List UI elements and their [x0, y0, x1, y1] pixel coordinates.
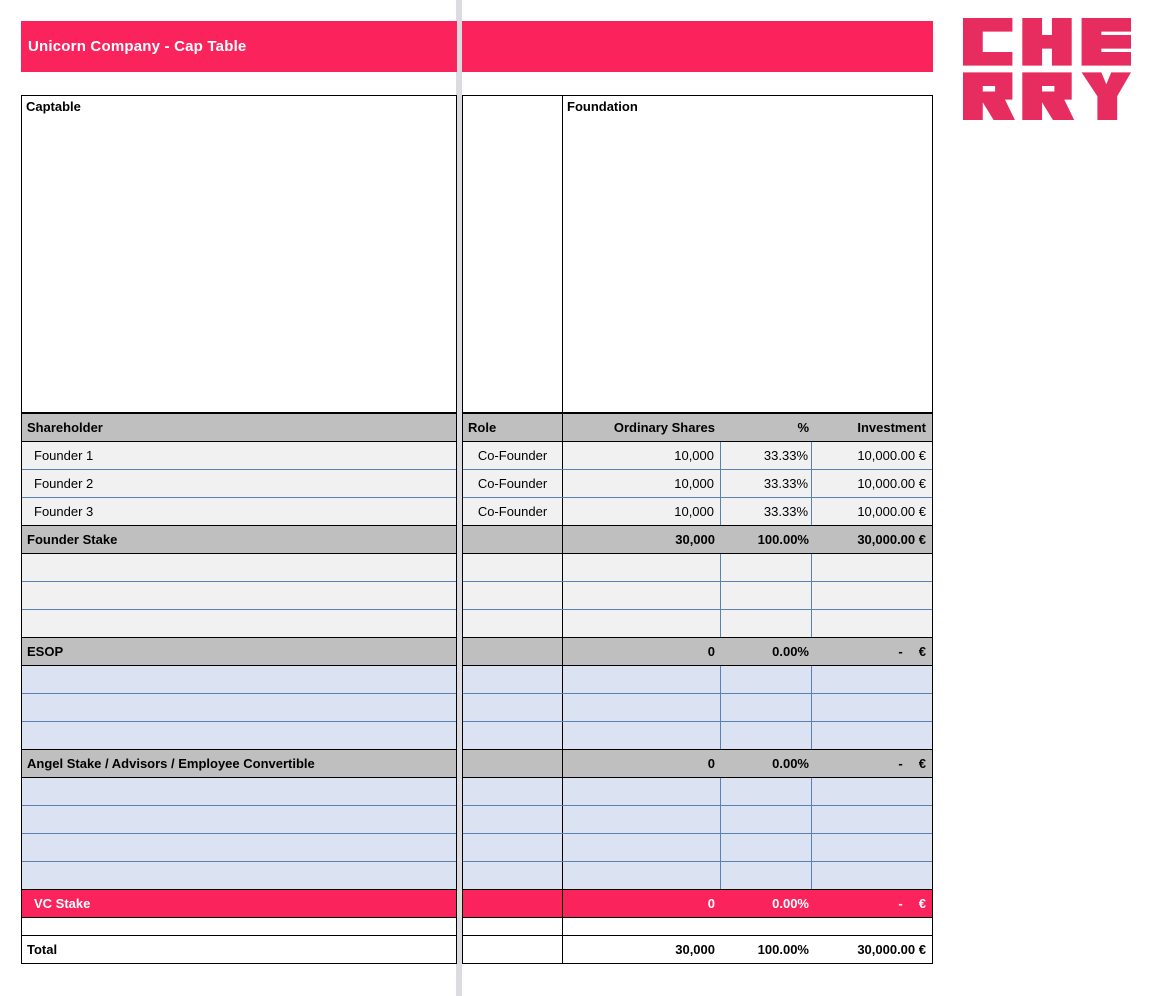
empty-cell[interactable] — [721, 834, 812, 861]
shares-cell[interactable]: 30,000 — [675, 942, 715, 957]
shares-cell[interactable]: 0 — [707, 756, 715, 771]
investment-cell[interactable] — [812, 890, 932, 917]
empty-cell[interactable] — [563, 554, 721, 581]
empty-cell[interactable] — [22, 554, 456, 581]
founder-stake-label-cell[interactable]: Founder Stake — [27, 532, 118, 547]
empty-cell[interactable] — [721, 666, 812, 693]
role-cell[interactable]: Co-Founder — [463, 442, 563, 469]
empty-cell[interactable] — [563, 694, 721, 721]
shares-cell[interactable]: 30,000 — [675, 532, 715, 547]
table-right-pane — [462, 413, 933, 964]
section-row-vc — [463, 890, 932, 918]
empty-cell[interactable] — [812, 666, 932, 693]
empty-cell[interactable] — [812, 834, 932, 861]
empty-cell[interactable] — [463, 666, 563, 693]
shares-cell[interactable]: 10,000 — [563, 442, 721, 469]
section-row-esop — [463, 638, 932, 666]
header-row — [22, 414, 456, 442]
empty-cell[interactable] — [812, 918, 932, 935]
table-row — [22, 498, 456, 526]
empty-cell[interactable] — [463, 722, 563, 749]
investment-header-cell[interactable]: Investment — [857, 420, 926, 435]
empty-cell[interactable] — [721, 778, 812, 805]
empty-row — [463, 834, 932, 862]
shares-header-cell[interactable]: Ordinary Shares — [613, 420, 715, 435]
empty-row — [22, 554, 456, 582]
empty-cell[interactable] — [812, 554, 932, 581]
empty-cell[interactable] — [463, 778, 563, 805]
empty-cell[interactable] — [563, 582, 721, 609]
empty-row — [22, 694, 456, 722]
pct-cell[interactable]: 0.00% — [772, 644, 809, 659]
empty-cell[interactable] — [812, 694, 932, 721]
cherry-logo — [963, 18, 1131, 120]
empty-cell[interactable] — [463, 918, 563, 935]
empty-row — [22, 610, 456, 638]
investment-cell[interactable] — [812, 638, 932, 665]
empty-cell[interactable] — [463, 862, 563, 889]
empty-cell[interactable] — [563, 834, 721, 861]
empty-row — [22, 834, 456, 862]
role-cell[interactable]: Co-Founder — [463, 498, 563, 525]
shares-cell[interactable]: 10,000 — [563, 470, 721, 497]
empty-row — [463, 666, 932, 694]
empty-cell[interactable] — [463, 610, 563, 637]
angel-label-cell[interactable]: Angel Stake / Advisors / Employee Convertible — [27, 756, 315, 771]
role-cell[interactable] — [463, 890, 563, 917]
empty-cell[interactable] — [721, 610, 812, 637]
pct-cell[interactable]: 33.33% — [721, 442, 812, 469]
empty-row — [22, 778, 456, 806]
empty-row — [463, 610, 932, 638]
empty-cell[interactable] — [563, 610, 721, 637]
captable-panel[interactable] — [21, 95, 457, 413]
logo-letter-r1 — [963, 72, 1015, 120]
currency-symbol: € — [918, 896, 926, 911]
empty-cell[interactable] — [563, 666, 721, 693]
role-cell[interactable] — [463, 526, 563, 553]
empty-row — [463, 582, 932, 610]
esop-label-cell[interactable]: ESOP — [27, 644, 64, 659]
dash-value: - — [898, 644, 903, 659]
title-bar-cell[interactable] — [21, 21, 457, 72]
empty-cell[interactable] — [721, 694, 812, 721]
table-left-pane — [21, 413, 457, 964]
shareholder-cell[interactable]: Founder 3 — [34, 504, 94, 519]
captable-label: Captable — [26, 99, 81, 114]
header-row — [463, 414, 932, 442]
section-row-angel — [22, 750, 456, 778]
table-row — [463, 470, 932, 498]
section-row-founder-stake — [463, 526, 932, 554]
empty-row — [22, 666, 456, 694]
empty-row — [463, 778, 932, 806]
empty-row — [22, 582, 456, 610]
empty-cell[interactable] — [22, 918, 456, 935]
pct-header-cell[interactable]: % — [797, 420, 809, 435]
empty-cell[interactable] — [812, 806, 932, 833]
investment-cell[interactable]: 10,000.00 € — [857, 504, 926, 519]
empty-cell[interactable] — [463, 694, 563, 721]
role-cell[interactable] — [463, 936, 563, 963]
empty-cell[interactable] — [22, 582, 456, 609]
shareholder-cell[interactable]: Founder 1 — [34, 448, 94, 463]
shareholder-cell[interactable]: Founder 2 — [34, 476, 94, 491]
shares-cell[interactable]: 0 — [707, 644, 715, 659]
empty-row — [463, 862, 932, 890]
logo-letter-y — [1082, 72, 1131, 120]
table-row — [463, 442, 932, 470]
vc-label-cell[interactable]: VC Stake — [34, 896, 91, 911]
empty-cell[interactable] — [463, 834, 563, 861]
empty-row — [22, 806, 456, 834]
role-cell[interactable] — [463, 638, 563, 665]
empty-cell[interactable] — [563, 722, 721, 749]
empty-cell[interactable] — [721, 582, 812, 609]
table-row — [22, 470, 456, 498]
role-header-cell[interactable]: Role — [463, 414, 563, 441]
empty-row — [22, 862, 456, 890]
investment-cell[interactable]: 10,000.00 € — [857, 448, 926, 463]
empty-row — [463, 806, 932, 834]
empty-cell[interactable] — [22, 778, 456, 805]
empty-cell[interactable] — [22, 610, 456, 637]
empty-cell[interactable] — [812, 582, 932, 609]
investment-cell[interactable]: 10,000.00 € — [857, 476, 926, 491]
empty-cell[interactable] — [22, 666, 456, 693]
pct-cell[interactable]: 33.33% — [721, 470, 812, 497]
empty-cell[interactable] — [812, 862, 932, 889]
empty-row — [463, 554, 932, 582]
empty-cell[interactable] — [721, 722, 812, 749]
pct-cell[interactable]: 0.00% — [772, 756, 809, 771]
investment-cell[interactable]: 30,000.00 € — [857, 532, 926, 547]
empty-row — [463, 722, 932, 750]
empty-cell[interactable] — [812, 722, 932, 749]
shareholder-header-cell[interactable]: Shareholder — [27, 420, 103, 435]
logo-letter-h — [1022, 18, 1071, 66]
empty-cell[interactable] — [721, 554, 812, 581]
role-column-spacer — [463, 96, 563, 412]
logo-letter-e — [1082, 18, 1131, 66]
spacer-row — [463, 918, 932, 936]
empty-cell[interactable] — [22, 806, 456, 833]
pct-cell[interactable]: 100.00% — [757, 942, 809, 957]
foundation-label: Foundation — [567, 99, 638, 114]
empty-cell[interactable] — [563, 862, 721, 889]
role-cell[interactable] — [463, 750, 563, 777]
title-bar-extension[interactable] — [462, 21, 933, 72]
empty-cell[interactable] — [463, 582, 563, 609]
empty-cell[interactable] — [22, 722, 456, 749]
role-cell[interactable]: Co-Founder — [463, 470, 563, 497]
dash-value: - — [898, 896, 903, 911]
empty-cell[interactable] — [721, 918, 812, 935]
section-row-esop — [22, 638, 456, 666]
page-title: Unicorn Company - Cap Table — [28, 38, 247, 55]
empty-cell[interactable] — [812, 778, 932, 805]
section-row-angel — [463, 750, 932, 778]
pct-cell[interactable]: 0.00% — [772, 896, 809, 911]
logo-letter-r2 — [1022, 72, 1074, 120]
foundation-panel[interactable] — [462, 95, 933, 413]
table-row — [22, 442, 456, 470]
shares-cell[interactable]: 10,000 — [563, 498, 721, 525]
logo-letter-c — [963, 18, 1012, 66]
empty-cell[interactable] — [563, 918, 721, 935]
empty-cell[interactable] — [721, 862, 812, 889]
shares-cell[interactable]: 0 — [707, 896, 715, 911]
total-label-cell[interactable]: Total — [27, 942, 58, 957]
total-row — [22, 936, 456, 964]
empty-cell[interactable] — [563, 806, 721, 833]
section-row-vc — [22, 890, 456, 918]
currency-symbol: € — [918, 644, 926, 659]
empty-cell[interactable] — [22, 862, 456, 889]
spacer-row — [22, 918, 456, 936]
empty-cell[interactable] — [463, 554, 563, 581]
empty-row — [463, 694, 932, 722]
currency-symbol: € — [918, 756, 926, 771]
total-row — [463, 936, 932, 964]
empty-cell[interactable] — [22, 834, 456, 861]
pct-cell[interactable]: 100.00% — [757, 532, 809, 547]
empty-cell[interactable] — [812, 610, 932, 637]
empty-cell[interactable] — [463, 806, 563, 833]
dash-value: - — [898, 756, 903, 771]
table-row — [463, 498, 932, 526]
pct-cell[interactable]: 33.33% — [721, 498, 812, 525]
section-row-founder-stake — [22, 526, 456, 554]
investment-cell[interactable]: 30,000.00 € — [857, 942, 926, 957]
empty-cell[interactable] — [721, 806, 812, 833]
empty-cell[interactable] — [563, 778, 721, 805]
investment-cell[interactable] — [812, 750, 932, 777]
empty-cell[interactable] — [22, 694, 456, 721]
empty-row — [22, 722, 456, 750]
